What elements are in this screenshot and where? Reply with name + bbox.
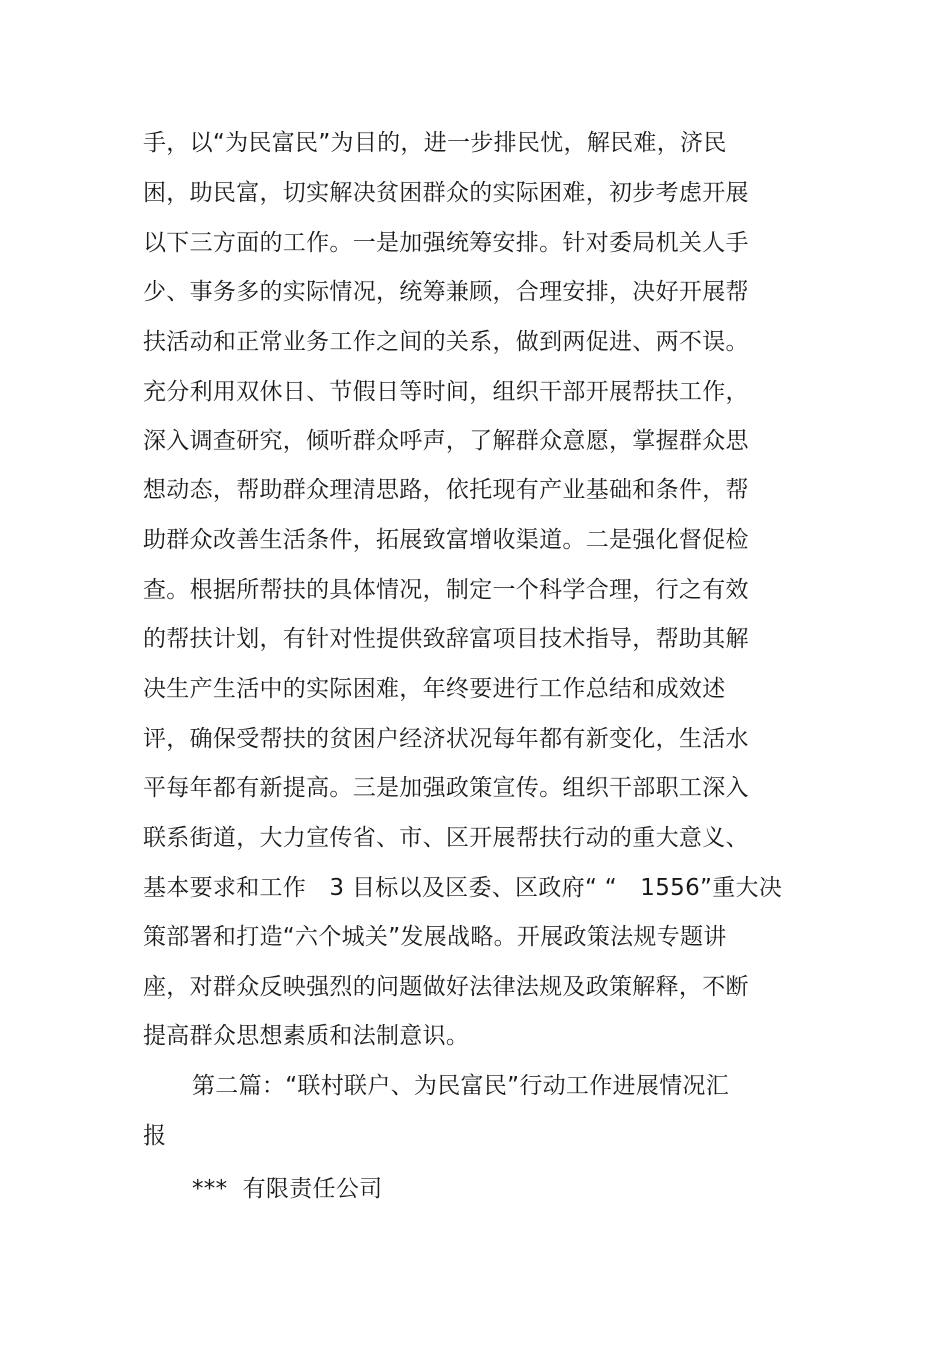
- section-heading: 第二篇：“联村联户、为民富民”行动工作进展情况汇: [192, 1073, 730, 1099]
- body-text-line: 想动态，帮助群众理清思路，依托现有产业基础和条件，帮: [143, 477, 749, 503]
- body-text-line: 扶活动和正常业务工作之间的关系，做到两促进、两不误。: [143, 329, 749, 355]
- body-text-line: 座，对群众反映强烈的问题做好法律法规及政策解释，不断: [143, 974, 749, 1000]
- body-text-line: 困，助民富，切实解决贫困群众的实际困难，初步考虑开展: [143, 180, 749, 206]
- body-text-line: 决生产生活中的实际困难，年终要进行工作总结和成效述: [143, 676, 726, 702]
- body-text-line: 助群众改善生活条件，拓展致富增收渠道。二是强化督促检: [143, 527, 749, 553]
- body-text-line: 深入调查研究，倾听群众呼声，了解群众意愿，掌握群众思: [143, 428, 749, 454]
- body-text-line: 提高群众思想素质和法制意识。: [143, 1023, 470, 1049]
- body-text-line: 评，确保受帮扶的贫困户经济状况每年都有新变化，生活水: [143, 726, 749, 752]
- body-text-line: 的帮扶计划，有针对性提供致辞富项目技术指导，帮助其解: [143, 626, 749, 652]
- body-text-line: 以下三方面的工作。一是加强统筹安排。针对委局机关人手: [143, 230, 749, 256]
- body-text-line: 策部署和打造“六个城关”发展战略。开展政策法规专题讲: [143, 924, 727, 950]
- body-text-line: 基本要求和工作 3 目标以及区委、区政府“ “ 1556”重大决: [143, 875, 783, 901]
- body-text-line: 查。根据所帮扶的具体情况，制定一个科学合理，行之有效: [143, 577, 749, 603]
- body-text-line: 少、事务多的实际情况，统筹兼顾，合理安排，决好开展帮: [143, 279, 749, 305]
- company-name: *** 有限责任公司: [192, 1176, 383, 1202]
- body-text-line: 手，以“为民富民”为目的，进一步排民忧，解民难，济民: [143, 130, 727, 156]
- section-heading-continuation: 报: [143, 1123, 167, 1149]
- body-text-line: 充分利用双休日、节假日等时间，组织干部开展帮扶工作，: [143, 379, 749, 405]
- body-text-line: 平每年都有新提高。三是加强政策宣传。组织干部职工深入: [143, 775, 749, 801]
- body-text-line: 联系街道，大力宣传省、市、区开展帮扶行动的重大意义、: [143, 825, 749, 851]
